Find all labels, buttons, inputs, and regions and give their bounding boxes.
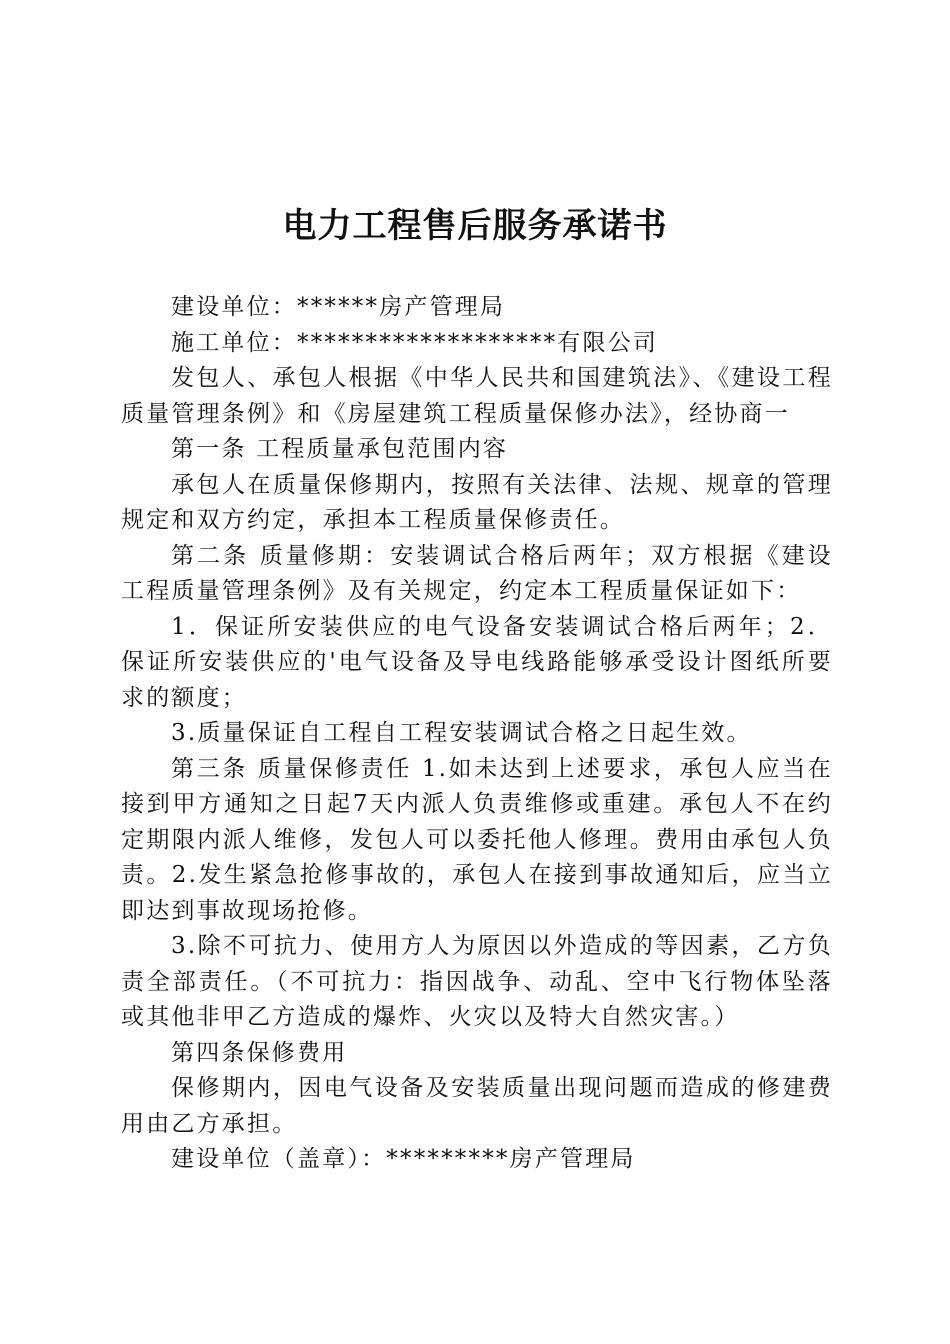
paragraph-signature-construction-unit: 建设单位（盖章）：*********房产管理局 <box>171 1146 636 1172</box>
paragraph-article-3: 第三条 质量保修责任 1.如未达到上述要求，承包人应当在接到甲方通知之日起7天内派人负责维修或重建。承包人不在约定期限内派人维修，发包人可以委托他人修理。费用由承包人负责。2.发生紧急抢修事故的，承包人在接到事故通知后，应当立即达到事故现场抢修。 <box>121 755 833 924</box>
document-title: 电力工程售后服务承诺书 <box>282 206 668 246</box>
paragraph-preamble: 发包人、承包人根据《中华人民共和国建筑法》、《建设工程质量管理条例》和《房屋建筑工程质量保修办法》，经协商一 <box>121 365 833 427</box>
paragraph-article-2: 第二条 质量修期：安装调试合格后两年；双方根据《建设工程质量管理条例》及有关规定，约定本工程质量保证如下： <box>121 542 833 604</box>
paragraph-article-2-item-3: 3.质量保证自工程自工程安装调试合格之日起生效。 <box>171 720 752 746</box>
paragraph-article-1-heading: 第一条 工程质量承包范围内容 <box>171 436 509 462</box>
paragraph-article-1-body: 承包人在质量保修期内，按照有关法律、法规、规章的管理规定和双方约定，承担本工程质量保修责任。 <box>121 471 833 533</box>
paragraph-article-2-items: 1．保证所安装供应的电气设备安装调试合格后两年；2．保证所安装供应的'电气设备及导电线路能够承受设计图纸所要求的额度； <box>121 613 833 711</box>
paragraph-construction-unit: 建设单位：******房产管理局 <box>171 294 506 320</box>
paragraph-article-4-heading: 第四条保修费用 <box>171 1039 348 1066</box>
paragraph-contractor-unit: 施工单位：*******************有限公司 <box>171 329 659 356</box>
paragraph-article-3-item-3: 3.除不可抗力、使用方人为原因以外造成的等因素，乙方负责全部责任。（不可抗力：指因战争、动乱、空中飞行物体坠落或其他非甲乙方造成的爆炸、火灾以及特大自然灾害。） <box>121 933 833 1030</box>
document-body <box>121 290 833 1178</box>
paragraph-article-4-body: 保修期内，因电气设备及安装质量出现问题而造成的修建费用由乙方承担。 <box>121 1075 833 1137</box>
